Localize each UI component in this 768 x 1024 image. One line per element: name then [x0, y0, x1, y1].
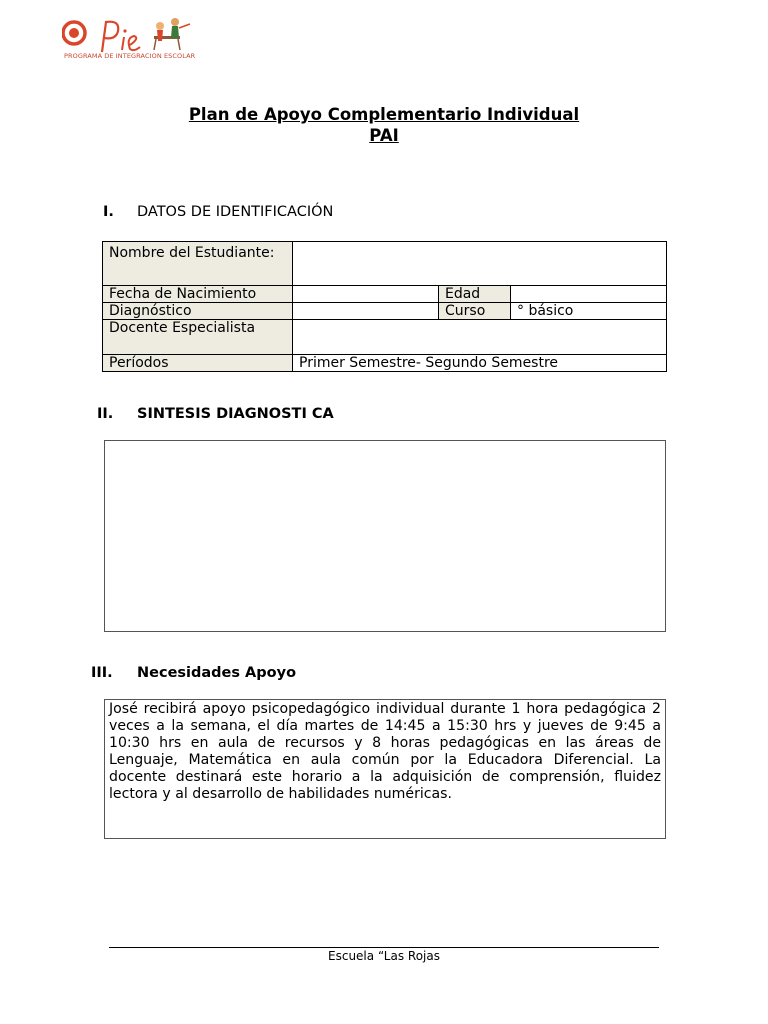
identification-table — [102, 241, 667, 372]
support-needs-text: José recibirá apoyo psicopedagógico individual durante 1 hora pedagógica 2 veces a la semana, el día martes de 14:45 a 15:30 hrs y jueves de 9:45 a 10:30 hrs en aula de recursos y 8 horas pedagógicas en las áreas de Lenguaje, Matemática en aula común por la Educadora Diferencial. La docente destinará este horario a la adquisición de comprensión, fluidez lectora y al desarrollo de habilidades numéricas. — [109, 701, 661, 802]
age-label: Edad — [439, 286, 511, 303]
footer-school-name: Escuela “Las Rojas — [328, 949, 440, 963]
diagnosis-field[interactable] — [293, 303, 439, 320]
diagnostic-synthesis-box[interactable] — [104, 440, 666, 632]
age-field[interactable] — [511, 286, 667, 303]
student-name-label: Nombre del Estudiante: — [103, 242, 293, 286]
birth-date-field[interactable] — [293, 286, 439, 303]
grade-field[interactable]: ° básico — [511, 303, 667, 320]
grade-label: Curso — [439, 303, 511, 320]
section-2-number: II. — [97, 406, 114, 422]
footer-divider — [109, 947, 659, 948]
birth-date-label: Fecha de Nacimiento — [103, 286, 293, 303]
section-1-number: I. — [103, 204, 114, 220]
support-needs-box[interactable] — [104, 699, 666, 839]
document-title: Plan de Apoyo Complementario Individual — [188, 105, 580, 124]
periods-field[interactable]: Primer Semestre- Segundo Semestre — [293, 355, 667, 372]
section-2-heading: SINTESIS DIAGNOSTI CA — [137, 406, 334, 422]
section-3-number: III. — [91, 665, 113, 681]
specialist-teacher-field[interactable] — [293, 320, 667, 355]
diagnosis-label: Diagnóstico — [103, 303, 293, 320]
specialist-teacher-label: Docente Especialista — [103, 320, 293, 355]
student-name-field[interactable] — [293, 242, 667, 286]
logo-subtitle: PROGRAMA DE INTEGRACION ESCOLAR — [64, 52, 196, 60]
section-1-heading: DATOS DE IDENTIFICACIÓN — [137, 204, 334, 220]
section-3-heading: Necesidades Apoyo — [137, 665, 297, 681]
document-title-acronym: PAI — [369, 126, 399, 145]
periods-label: Períodos — [103, 355, 293, 372]
